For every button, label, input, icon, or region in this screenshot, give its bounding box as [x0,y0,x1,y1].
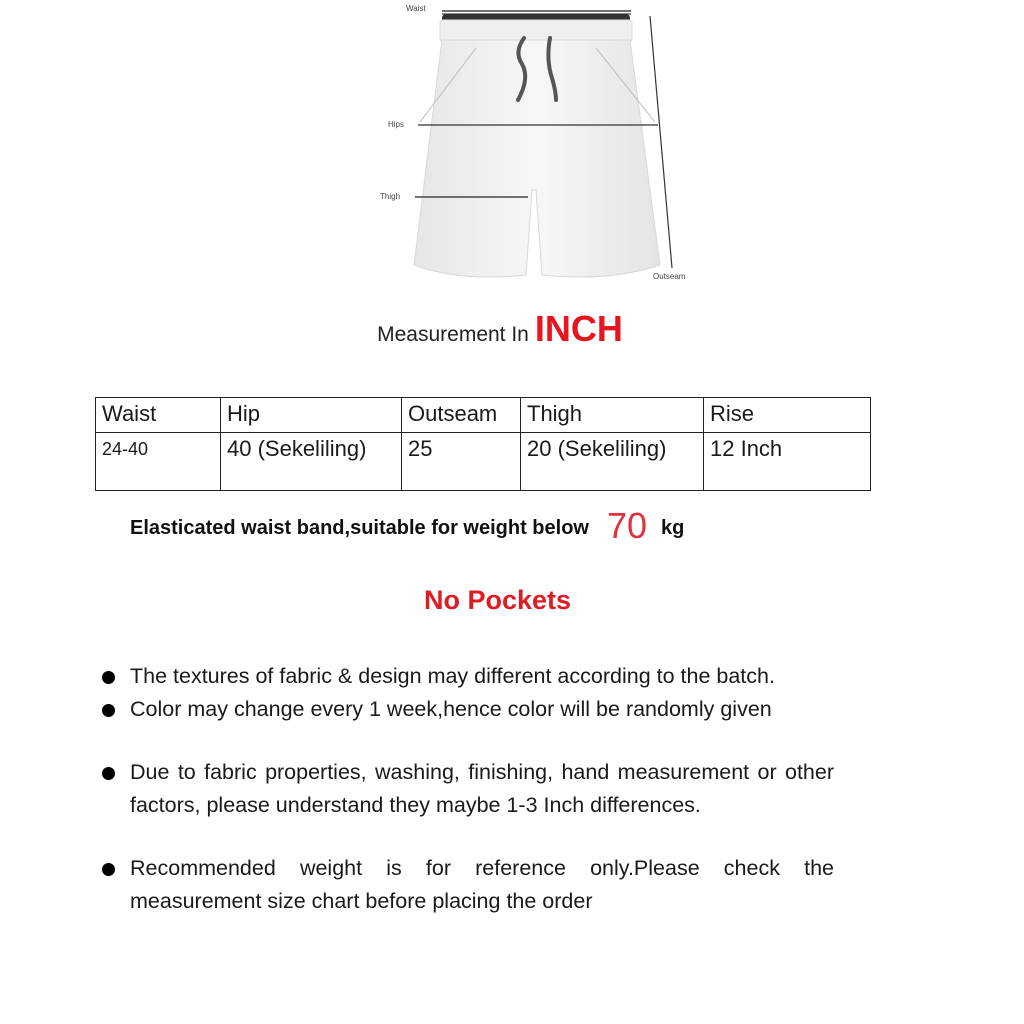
max-weight-value: 70 [606,505,648,546]
cell-waist: 24-40 [96,433,221,491]
note-text: The textures of fabric & design may different according to the batch. [130,664,775,688]
heading-prefix: Measurement In [377,323,529,346]
cell-hip: 40 (Sekeliling) [221,433,402,491]
list-item [98,660,834,693]
no-pockets-note: No Pockets [423,585,572,615]
header-hip: Hip [221,398,402,433]
list-item [98,852,834,918]
bullet-icon [102,704,115,717]
waist-label: Waist [406,4,426,13]
notes-list [98,660,834,918]
outseam-label: Outseam [653,272,686,281]
header-thigh: Thigh [521,398,704,433]
header-rise: Rise [704,398,871,433]
header-waist: Waist [96,398,221,433]
elastic-waist-note [130,505,684,547]
shorts-illustration [370,0,710,300]
hips-label: Hips [388,120,405,129]
thigh-label: Thigh [380,192,401,201]
header-outseam: Outseam [402,398,521,433]
bullet-icon [102,863,115,876]
size-table [95,397,871,491]
heading-unit: INCH [534,308,623,349]
list-item [98,756,834,822]
note-text: Due to fabric properties, washing, finishing, hand measurement or other factors, please understand they maybe 1-3 Inch differences. [130,760,834,817]
elastic-text: Elasticated waist band,suitable for weight below [130,517,589,539]
table-row [96,433,871,491]
weight-unit: kg [661,517,685,539]
note-text: Recommended weight is for reference only.Please check the measurement size chart before placing the order [130,856,834,913]
list-item [98,693,834,726]
measurement-heading [0,308,1000,350]
bullet-icon [102,671,115,684]
shorts-measurement-diagram [370,0,710,300]
table-header-row [96,398,871,433]
cell-rise: 12 Inch [704,433,871,491]
cell-outseam: 25 [402,433,521,491]
note-text: Color may change every 1 week,hence color will be randomly given [130,697,772,721]
bullet-icon [102,767,115,780]
cell-thigh: 20 (Sekeliling) [521,433,704,491]
